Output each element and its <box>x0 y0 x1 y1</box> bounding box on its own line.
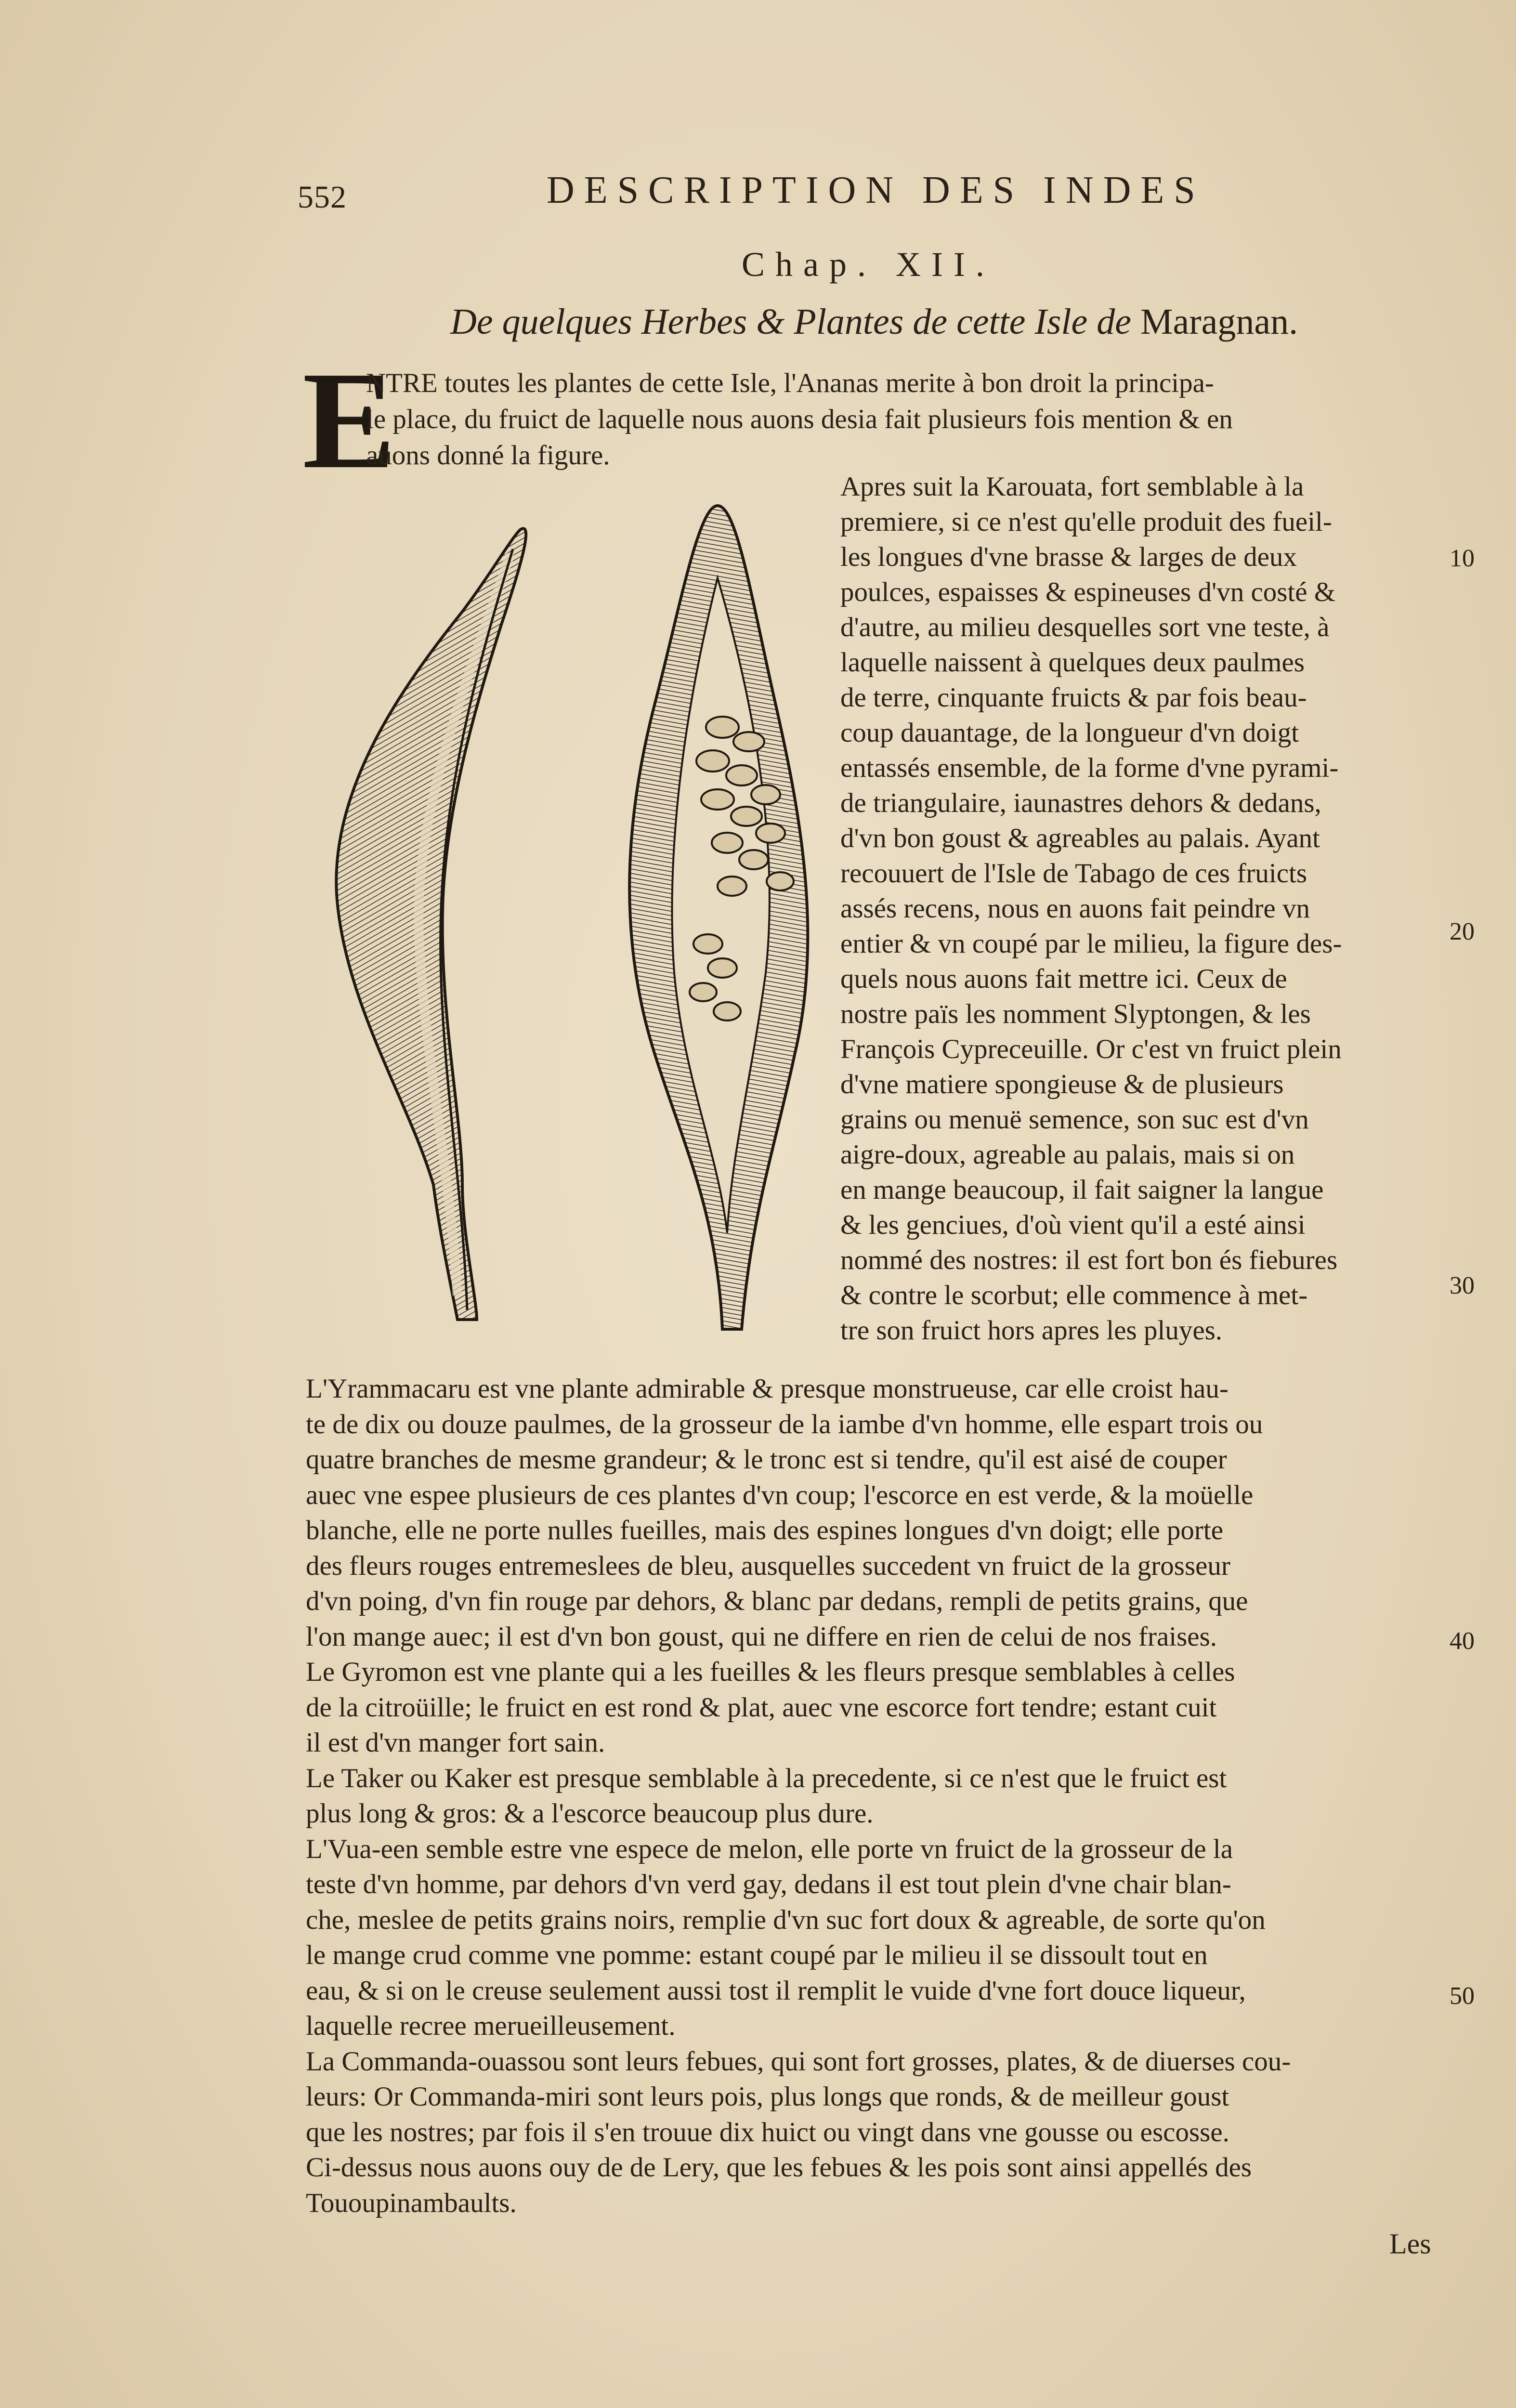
fruit-illustration <box>318 501 828 1334</box>
text-line: le mange crud comme vne pomme: estant coupé par le milieu il se dissoult tout en <box>306 1940 1208 1970</box>
column-line: les longues d'vne brasse & larges de deux <box>840 542 1297 572</box>
text-line: teste d'vn homme, par dehors d'vn verd gay, dedans il est tout plein d'vne chair blan- <box>306 1869 1231 1899</box>
text-line: laquelle recree merueilleusement. <box>306 2011 676 2041</box>
text-line: Tououpinambaults. <box>306 2187 517 2218</box>
section-title-italic: De quelques Herbes & Plantes de cette Isle de <box>450 301 1140 342</box>
column-line: d'vne matiere spongieuse & de plusieurs <box>840 1069 1284 1099</box>
text-line: Ci-dessus nous auons ouy de de Lery, que les febues & les pois sont ainsi appellés des <box>306 2152 1252 2183</box>
text-line: La Commanda-ouassou sont leurs febues, qui sont fort grosses, plates, & de diuerses cou- <box>306 2046 1291 2077</box>
text-line: plus long & gros: & a l'escorce beaucoup plus dure. <box>306 1798 874 1829</box>
margin-number: 30 <box>1450 1272 1475 1299</box>
text-line: d'vn poing, d'vn fin rouge par dehors, & blanc par dedans, rempli de petits grains, que <box>306 1586 1248 1616</box>
text-line: L'Yrammacaru est vne plante admirable & presque monstrueuse, car elle croist hau- <box>306 1374 1228 1404</box>
column-line: de triangulaire, iaunastres dehors & dedans, <box>840 788 1321 818</box>
text-line: des fleurs rouges entremeslees de bleu, ausquelles succedent vn fruict de la grosseur <box>306 1550 1230 1581</box>
text-line: L'Vua-een semble estre vne espece de melon, elle porte vn fruict de la grosseur de la <box>306 1833 1233 1864</box>
text-line: te de dix ou douze paulmes, de la grosseur de la iambe d'vn homme, elle espart trois ou <box>306 1409 1263 1440</box>
text-line: eau, & si on le creuse seulement aussi tost il remplit le vuide d'vne fort douce liqueur, <box>306 1975 1246 2006</box>
cut-fruit-drawing <box>629 506 808 1329</box>
column-line: aigre-doux, agreable au palais, mais si on <box>840 1139 1295 1170</box>
margin-number: 50 <box>1450 1982 1475 2010</box>
drop-cap: E <box>302 343 396 497</box>
column-line: d'autre, au milieu desquelles sort vne teste, à <box>840 612 1330 642</box>
margin-number: 40 <box>1450 1627 1475 1655</box>
text-line: blanche, elle ne porte nulles fueilles, mais des espines longues d'vn doigt; elle porte <box>306 1515 1224 1545</box>
text-line: l'on mange auec; il est d'vn bon goust, qui ne differe en rien de celui de nos fraises. <box>306 1621 1217 1652</box>
column-line: coup dauantage, de la longueur d'vn doigt <box>840 718 1299 748</box>
text-line: quatre branches de mesme grandeur; & le tronc est si tendre, qu'il est aisé de couper <box>306 1444 1227 1475</box>
column-line: tre son fruict hors apres les pluyes. <box>840 1315 1223 1346</box>
margin-number: 20 <box>1450 918 1475 945</box>
column-line: François Cypreceuille. Or c'est vn fruict plein <box>840 1034 1342 1064</box>
column-line: premiere, si ce n'est qu'elle produit des fueil- <box>840 507 1332 537</box>
text-line: que les nostres; par fois il s'en trouue dix huict ou vingt dans vne gousse ou escosse. <box>306 2117 1229 2147</box>
column-line: nostre païs les nomment Slyptongen, & les <box>840 999 1311 1029</box>
column-line: assés recens, nous en auons fait peindre vn <box>840 893 1310 924</box>
chapter-heading: Chap. XII. <box>742 245 995 284</box>
margin-number: 10 <box>1450 545 1475 572</box>
section-title-place: Maragnan. <box>1140 301 1298 342</box>
intro-line: le place, du fruict de laquelle nous auons desia fait plusieurs fois mention & en <box>366 404 1233 434</box>
column-line: recouuert de l'Isle de Tabago de ces fruicts <box>840 858 1307 889</box>
text-line: che, meslee de petits grains noirs, remplie d'vn suc fort doux & agreable, de sorte qu'on <box>306 1904 1266 1935</box>
column-line: de terre, cinquante fruicts & par fois beau- <box>840 682 1307 713</box>
intro-line: NTRE toutes les plantes de cette Isle, l'Ananas merite à bon droit la principa- <box>366 368 1214 398</box>
text-line: de la citroüille; le fruict en est rond & plat, auec vne escorce fort tendre; estant cuit <box>306 1692 1217 1723</box>
section-title <box>450 301 1298 343</box>
whole-fruit-drawing <box>336 528 526 1320</box>
column-line: laquelle naissent à quelques deux paulmes <box>840 647 1305 678</box>
page-number: 552 <box>298 180 347 215</box>
intro-line: auons donné la figure. <box>366 440 610 471</box>
column-line: nommé des nostres: il est fort bon és fiebures <box>840 1245 1338 1275</box>
column-line: entassés ensemble, de la forme d'vne pyrami- <box>840 753 1339 783</box>
column-line: & les genciues, d'où vient qu'il a esté ainsi <box>840 1210 1306 1240</box>
text-line: auec vne espee plusieurs de ces plantes d'vn coup; l'escorce en est verde, & la moüelle <box>306 1479 1254 1510</box>
text-line: Le Taker ou Kaker est presque semblable à la precedente, si ce n'est que le fruict est <box>306 1763 1227 1793</box>
column-line: quels nous auons fait mettre ici. Ceux de <box>840 964 1287 994</box>
text-line: Le Gyromon est vne plante qui a les fueilles & les fleurs presque semblables à celles <box>306 1657 1235 1687</box>
text-line: leurs: Or Commanda-miri sont leurs pois, plus longs que ronds, & de meilleur goust <box>306 2081 1229 2112</box>
column-line: Apres suit la Karouata, fort semblable à la <box>840 471 1304 502</box>
running-title: DESCRIPTION DES INDES <box>547 169 1205 211</box>
column-line: en mange beaucoup, il fait saigner la langue <box>840 1175 1324 1205</box>
text-line: il est d'vn manger fort sain. <box>306 1727 605 1758</box>
column-line: grains ou menuë semence, son suc est d'vn <box>840 1104 1309 1135</box>
catchword: Les <box>1389 2228 1431 2260</box>
column-line: poulces, espaisses & espineuses d'vn costé & <box>840 577 1336 607</box>
column-line: d'vn bon goust & agreables au palais. Ayant <box>840 823 1320 853</box>
column-line: & contre le scorbut; elle commence à met- <box>840 1280 1308 1310</box>
column-line: entier & vn coupé par le milieu, la figure des- <box>840 929 1342 959</box>
